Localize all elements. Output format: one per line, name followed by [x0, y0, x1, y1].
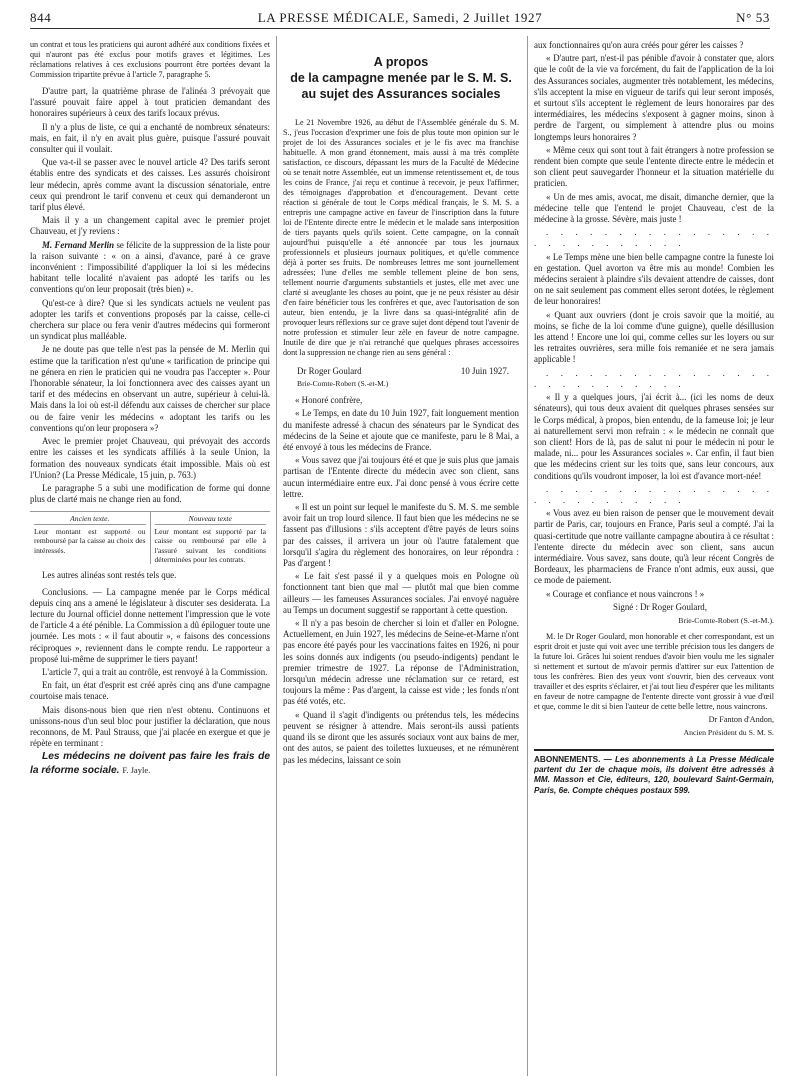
- page-number: 844: [30, 10, 52, 25]
- paragraph: Avec le premier projet Chauveau, qui prévoyait des accords entre les caisses et les syndicats affiliés à la seule Union, la formation des nouveaux syndicats était impossible. Mais où est l'Union? (La Presse Médicale, 15 juin, p. 763.): [30, 436, 270, 480]
- table-col-old: [30, 512, 151, 564]
- notice-label: ABONNEMENTS.: [534, 754, 601, 764]
- table-cell: Leur montant est supporté ou remboursé par la caisse au choix des intéressés.: [34, 526, 146, 555]
- paragraph: « Quant aux ouvriers (dont je crois savoir que la moitié, au moins, se fiche de la loi comme d'une guigne), quelle désillusion les attend ! Encore une loi qui, comme celles sur les loyers ou sur les retraites ouvrières, sera mille fois remaniée et ne sera jamais applicable !: [534, 309, 774, 365]
- journal-title: LA PRESSE MÉDICALE, Samedi, 2 Juillet 1927: [257, 10, 543, 25]
- paragraph: Il n'y a plus de liste, ce qui a enchanté de nombreux sénateurs: mais, en fait, il n'y en avait plus guère, puisque l'assuré pouvait consulter qui il voulait.: [30, 121, 270, 155]
- paragraph: « Il n'y a pas besoin de chercher si loin et d'aller en Pologne. Actuellement, en Juin 1927, les médecins de Seine-et-Marne n'ont pas encore été payés pour les vaccinations faites en 1926, ni pour les soins donnés aux indigents (ou pseudo-indigents) pendant le premier trimestre de 1927. La réponse de l'Administration, lorsqu'un médecin adresse une réclamation sur ce retard, est toujours la même : Pas d'argent, la caisse est vide ; les fonds n'ont pas été votés, etc.: [283, 618, 519, 707]
- paragraph: « Il est un point sur lequel le manifeste du S. M. S. me semble avoir fait un trop lourd silence. Il faut bien que les médecins ne se fassent pas d'illusions : s'ils acceptent d'être payés de leurs soins par des caisses, il arrivera un jour où l'autre fatalement que lorsqu'il s'agira du règlement des honoraires, on leur répondra : Pas d'argent !: [283, 502, 519, 569]
- paragraph: « Courage et confiance et nous vaincrons ! »: [546, 588, 705, 599]
- ellipsis-line: . . . . . . . . . . . . . . . . . . . . . . . . . . .: [534, 483, 774, 505]
- paragraph: « Vous avez eu bien raison de penser que le mouvement devait partir de Paris, car, toujours en France, Paris seul a compté. J'ai la quasi-certitude que notre vaillante campagne aboutira à ce résultat : l'entente directe du médecin avec son client, sans aucun intermédiaire. Vous savez, sans doute, qu'à leur récent Congrès de Bordeaux, les pharmaciens de France n'ont admis, eux aussi, que ce mode de paiement.: [534, 508, 774, 586]
- paragraph: aux fonctionnaires qu'on aura créés pour gérer les caisses ?: [534, 40, 744, 50]
- paragraph: « Un de mes amis, avocat, me disait, dimanche dernier, que la médecine telle que l'entend le projet Chauveau, c'est de la médecine à la grosse. Sévère, mais juste !: [534, 191, 774, 225]
- comparison-table: [30, 511, 270, 564]
- notice-text: — Les abonnements à La Presse Médicale partent du 1er de chaque mois, ils doivent être adressés à MM. Masson et Cie, éditeurs, 120, boulevard Saint-Germain, Paris, 6e. Compte chèques postaux 599.: [534, 754, 774, 795]
- paragraph: Je ne doute pas que telle n'est pas la pensée de M. Merlin qui estime que la tarification n'est qu'une « tarification de principe qui ne génera en rien le praticien qui ne voudra pas l'accepter ». Pour l'honorable sénateur, la loi fonctionnera avec des caisses ayant un tarif et des médecins en observant un autre, supérieur à celui-là. Mais dans la loi où est-il défendu aux caisses de chercher sur place ou de faire venir les médecins « adoptant les tarifs ou les conventions qu'on leur proposera »?: [30, 344, 270, 433]
- column-right: [534, 40, 774, 1074]
- signer-address: Brie-Comte-Robert (S.-et-M.): [297, 379, 389, 388]
- letter-signature: Signé : Dr Roger Goulard,: [613, 601, 707, 612]
- paragraph: Conclusions. — La campagne menée par le Corps médical depuis cinq ans a amené le législateur à discuter ses desiderata. La lecture du Journal officiel donne nettement l'impression que le vote de l'article 4 a été pénible. La Commission a dû épiloguer toute une journée. Les mots : « il faut aboutir », « faisons des concessions réciproques », reviennent dans le compte rendu. Le rapporteur a proposé lui-même de supprimer le tiers payant!: [30, 586, 270, 664]
- issue-number: N° 53: [736, 10, 770, 25]
- signer-address: Brie-Comte-Robert (S.-et-M.).: [678, 615, 774, 625]
- paragraph: « Vous savez que j'ai toujours été et que je suis plus que jamais partisan de l'Entente directe du médecin avec son client, sans aucun intermédiaire entre eux. J'ai donc pensé à vous écrire cette lettre.: [283, 455, 519, 499]
- senator-name: M. Fernand Merlin: [42, 239, 115, 250]
- table-header: Ancien texte.: [34, 514, 146, 524]
- paragraph: « Même ceux qui sont tout à fait étrangers à notre profession se rendent bien compte que seule l'entente directe entre le médecin et son client peut sauvegarder l'honneur et la situation matérielle du praticien.: [534, 144, 774, 189]
- paragraph: Qu'est-ce à dire? Que si les syndicats actuels ne veulent pas adopter les tarifs et conventions proposés par la caisse, celle-ci cherchera sur place ou fera venir d'autres médecins qui formeront un syndicat plus malléable.: [30, 297, 270, 342]
- letter-signature: [283, 366, 519, 378]
- paragraph: Mais il y a un changement capital avec le premier projet Chauveau, et j'y reviens :: [30, 215, 270, 237]
- paragraph: « Honoré confrère,: [295, 395, 363, 406]
- paragraph: « Quand il s'agit d'indigents ou prétendus tels, les médecins peuvent se résigner à attendre. Mais seront-ils aussi patients quand ils se diront que les assurés sociaux vont aux bains de mer, ont des autos, se paient des toilettes luxueuses, et ne rémunèrent pas les médecins, laissant ce soin: [283, 709, 519, 765]
- table-col-new: [151, 512, 271, 564]
- paragraph: En fait, un état d'esprit est créé après cinq ans d'une campagne courtoise mais tenace.: [30, 680, 270, 702]
- paragraph: un contrat et tous les praticiens qui auront adhéré aux conditions fixées et qui n'auront pas été exclus pour motifs graves et légitimes. Les réclamations relatives à ces exclusions pourront être portées devant la Commission tripartite prévue à l'article 7, paragraphe 5.: [30, 40, 270, 79]
- author-signature: Dr Fanton d'Andon,: [708, 715, 774, 725]
- paragraph: Le 21 Novembre 1926, au début de l'Assemblée générale du S. M. S., j'eus l'occasion d'exprimer une fois de plus toute mon opinion sur le projet de loi des Assurances sociales et je le fis avec ma franchise habituelle. A mon grand étonnement, mais aussi à ma très complète satisfaction, ce discours, dépassant les murs de la Faculté de Médecine où se tenait notre Assemblée, eut un immense retentissement et, de tous les coins de France, j'ai reçu et continue à recevoir, je peux l'affirmer, des témoignages d'approbation et d'encouragement. Devant cette réaction si générale de tout le Corps médical français, le S. M. S. a entrepris une campagne active en faveur de l'inscription dans la future loi de l'Entente directe entre le médecin et le malade sans interposition de tiers payants quels qu'ils soient. Cette campagne, on la connaît aujourd'hui puisqu'elle a été annoncée par tous les journaux professionnels et plusieurs journaux politiques, et qu'elle commence déjà à porter ses fruits. De nombreuses lettres me sont journellement adressées; l'une d'elles me semble tellement pleine de bon sens, tellement nourrie d'arguments substantiels et justes, elle met avec une clarté si aveuglante les choses au point, que je ne peux résister au désir d'en faire bénéficier tous les confrères et que, avec l'autorisation de son auteur, bien entendu, je la livre dans sa quasi-intégralité afin de provoquer leurs réflexions sur ce grave sujet dont dépend tout l'avenir de notre profession et stimuler leur zèle en faveur de notre campagne. Inutile de dire que je n'ai retranché que quelques phrases accessoires dont la suppression ne change rien au sens général :: [283, 118, 519, 357]
- paragraph: Le paragraphe 5 a subi une modification de forme qui donne plus de clarté mais ne change rien au fond.: [30, 482, 270, 505]
- paragraph: L'article 7, qui a trait au contrôle, est renvoyé à la Commission.: [42, 666, 268, 677]
- paragraph: « D'autre part, n'est-il pas pénible d'avoir à constater que, alors que le coût de la vie va forcément, du fait de l'application de la loi des Assurances sociales, augmenter très notablement, les médecins, s'ils acceptent la mise en vigueur de tarifs qui leur seront imposés, et surtout s'ils acceptent le règlement de leurs honoraires par des intermédiaires, les médecins s'exposent à gagner moins, sinon à perdre de l'argent, ou simplement à attendre plus ou moins longtemps leurs honoraires ?: [534, 53, 774, 142]
- paragraph: D'autre part, la quatrième phrase de l'alinéa 3 prévoyait que l'assuré pouvait faire appel à tout praticien demandant des honoraires supérieurs à ceux des tarifs locaux prévus.: [30, 86, 270, 119]
- letter-date: 10 Juin 1927.: [460, 366, 509, 376]
- table-cell: Leur montant est supporté par la caisse ou remboursé par elle à l'assuré suivant les conditions déterminées pour les contrats.: [154, 526, 266, 564]
- column-separator: [276, 36, 277, 1076]
- paragraph: « Le Temps, en date du 10 Juin 1927, fait longuement mention du manifeste adressé à chacun des sénateurs par le Syndicat des médecins de la Seine et ajoute que ce manifeste, paru le 8 Mai, a été envoyé à tous les médecins de France.: [283, 408, 519, 453]
- table-header: Nouveau texte: [155, 514, 267, 524]
- header-rule: [30, 28, 770, 29]
- paragraph: Les autres alinéas sont restés tels que.: [42, 570, 177, 581]
- column-left: [30, 40, 270, 1074]
- ellipsis-line: . . . . . . . . . . . . . . . . . . . . . . . . . . .: [534, 227, 774, 249]
- closing-quote: Les médecins ne doivent pas faire les frais de la réforme sociale. F. Jayle.: [30, 751, 270, 776]
- page-header: [30, 10, 770, 28]
- paragraph: Que va-t-il se passer avec le nouvel article 4? Des tarifs seront établis entre des syndicats et des caisses. Les assurés choisiront leur médecin, après comme avant la discussion sénatoriale, entre ceux qui prendront le tarif convenu et ceux qui demanderont un tarif plus élevé.: [30, 157, 270, 213]
- author-signature: F. Jayle.: [122, 764, 151, 775]
- column-middle: [283, 40, 519, 1074]
- article-title: A propos de la campagne menée par le S. M. S. au sujet des Assurances sociales: [290, 55, 512, 101]
- paragraph: M. le Dr Roger Goulard, mon honorable et cher correspondant, est un esprit droit et juste qui voit avec une terrible précision tous les dangers de la future loi. Grâces lui soient rendues d'avoir bien voulu me les signaler si nettement et surtout de m'avoir permis d'attirer sur eux l'attention de tous les confrères. Bien des yeux vont s'ouvrir, bien des cerveaux vont travailler et des esprits s'éclairer, et j'ai tout lieu d'espérer que les militants en faveur de notre campagne de l'entente directe vont grossir à vue d'œil et que, comme le dit si bien l'auteur de cette belle lettre, nous vaincrons.: [534, 632, 774, 712]
- ellipsis-line: . . . . . . . . . . . . . . . . . . . . . . . . . . .: [534, 367, 774, 389]
- paragraph: Mais disons-nous bien que rien n'est obtenu. Continuons et unissons-nous d'un seul bloc pour justifier la déclaration, que nous reconnons, de M. Paul Strauss, que j'ai placée en exergue et que je répète en terminant :: [30, 704, 270, 749]
- paragraph: M. Fernand Merlin se félicite de la suppression de la liste pour la raison suivante : « on a ainsi, d'avance, paré à ce grave inconvénient : l'impossibilité d'appliquer la loi si les médecins habitant telle localité n'avaient pas adopté les tarifs ou les conventions qu'on leur proposait (très bien) ».: [30, 239, 270, 295]
- paragraph: « Il y a quelques jours, j'ai écrit à... (ici les noms de deux sénateurs), qui tous deux avaient dit quelques phrases sensées sur le Corps médical, à propos, bien entendu, de la fameuse loi; je leur ai naturellement servi mon refrain : « le médecin ne connaît que son client! Hors de là, pas de salut ni pour le médecin ni pour le malade, ni... pour les Assurances sociales ». Car enfin, il faut bien que les médecins crient sur les toits que, sans leur concours, aux conditions qu'ils voudront imposer, la loi est d'avance mort-née!: [534, 392, 774, 481]
- signer-name: Dr Roger Goulard: [297, 366, 362, 376]
- paragraph: « Le fait s'est passé il y a quelques mois en Pologne où fonctionnent tant bien que mal — plutôt mal que bien comme ailleurs — les fameuses Assurances sociales. J'ai envoyé naguère au Temps un document suggestif se rapportant à cette question.: [283, 571, 519, 615]
- column-separator: [527, 36, 528, 1076]
- author-role: Ancien Président du S. M. S.: [683, 728, 774, 738]
- subscription-notice: [534, 749, 774, 797]
- paragraph: « Le Temps mène une bien belle campagne contre la funeste loi en gestation. Quel avorton va être mis au monde! Combien les médecins seraient à plaindre s'ils devaient attendre de caisses, dont on ne sait seulement pas comment elles seront dotées, le règlement de leur honoraires!: [534, 251, 774, 307]
